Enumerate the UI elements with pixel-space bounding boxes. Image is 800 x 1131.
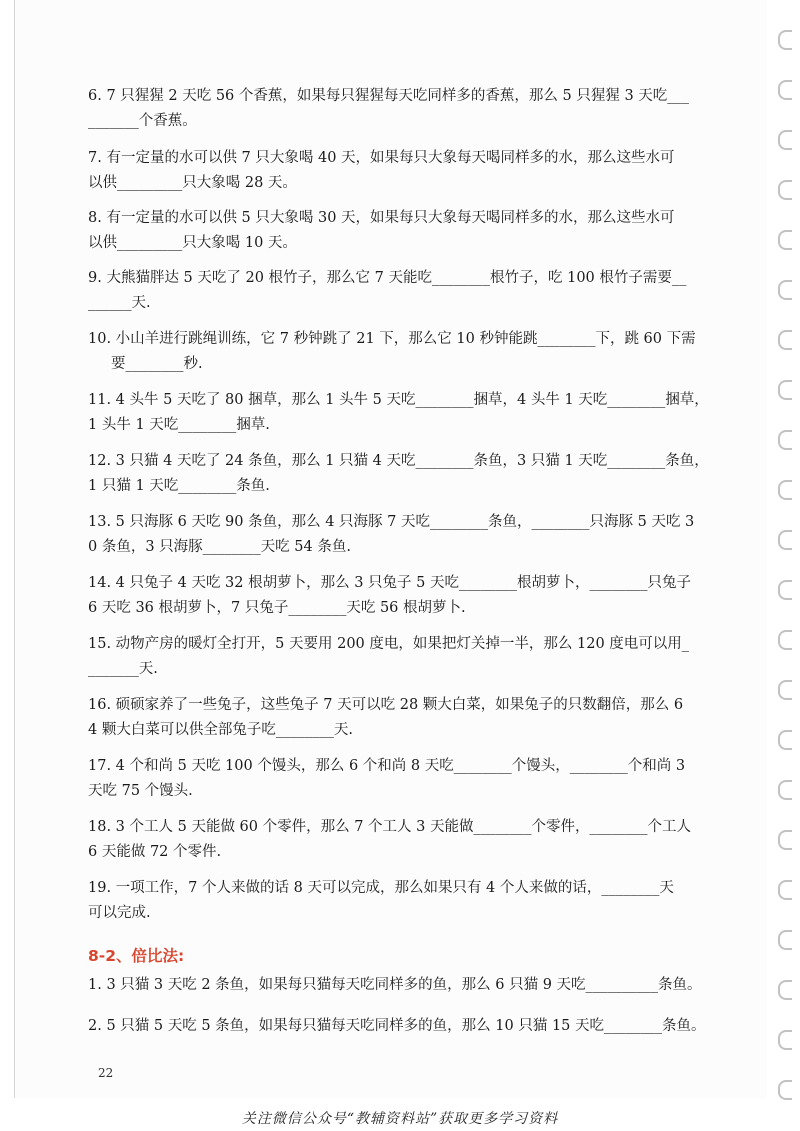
problem-8 [88, 206, 733, 256]
problem-line: 0 条鱼，3 只海豚________天吃 54 条鱼. [88, 539, 351, 555]
binding-ring-icon [778, 30, 792, 50]
binding-ring-icon [778, 480, 792, 500]
problem-line: 4 颗大白菜可以供全部兔子吃________天. [88, 722, 353, 738]
binding-ring-icon [778, 680, 792, 700]
binding-ring-icon [778, 930, 792, 950]
section-problem-1 [88, 973, 733, 998]
spiral-binding [766, 18, 800, 1108]
problem-13 [88, 510, 733, 560]
binding-ring-icon [778, 130, 792, 150]
binding-ring-icon [778, 330, 792, 350]
binding-ring-icon [778, 80, 792, 100]
binding-ring-icon [778, 180, 792, 200]
problem-11 [88, 388, 733, 438]
problem-line: 18. 3 个工人 5 天能做 60 个零件，那么 7 个工人 3 天能做________个零件，________个工人 [88, 819, 692, 835]
problem-line: 2. 5 只猫 5 天吃 5 条鱼，如果每只猫每天吃同样多的鱼，那么 10 只猫 15 天吃________条鱼。 [88, 1018, 706, 1034]
problem-line: 6 天能做 72 个零件. [88, 844, 222, 860]
binding-ring-icon [778, 730, 792, 750]
section-title: 8-2、倍比法: [88, 947, 185, 965]
binding-ring-icon [778, 980, 792, 1000]
problem-line: 6. 7 只猩猩 2 天吃 56 个香蕉，如果每只猩猩每天吃同样多的香蕉，那么 5 只猩猩 3 天吃___ [88, 88, 690, 104]
problem-line: 1 只猫 1 天吃________条鱼. [88, 478, 270, 494]
problem-line: _______个香蕉。 [88, 113, 197, 129]
problem-line: 要________秒. [88, 356, 203, 372]
problem-line: 可以完成. [88, 905, 151, 921]
binding-ring-icon [778, 580, 792, 600]
problem-line: 15. 动物产房的暖灯全打开，5 天要用 200 度电，如果把灯关掉一半，那么 120 度电可以用_ [88, 636, 690, 652]
problem-line: 10. 小山羊进行跳绳训练，它 7 秒钟跳了 21 下，那么它 10 秒钟能跳________下，跳 60 下需 [88, 331, 696, 347]
problem-10 [88, 327, 733, 377]
section-problem-2 [88, 1014, 733, 1039]
problem-7 [88, 146, 733, 196]
problem-line: ______天. [88, 295, 151, 311]
problem-16 [88, 693, 733, 743]
binding-ring-icon [778, 1080, 792, 1100]
problem-line: 16. 硕硕家养了一些兔子，这些兔子 7 天可以吃 28 颗大白菜，如果兔子的只数翻倍，那么 6 [88, 697, 684, 713]
binding-ring-icon [778, 830, 792, 850]
problem-6 [88, 84, 733, 134]
binding-ring-icon [778, 380, 792, 400]
problem-15 [88, 632, 733, 682]
page-number: 22 [98, 1066, 114, 1080]
problem-line: 17. 4 个和尚 5 天吃 100 个馒头，那么 6 个和尚 8 天吃________个馒头，________个和尚 3 [88, 758, 686, 774]
binding-ring-icon [778, 230, 792, 250]
problem-19 [88, 876, 733, 926]
problem-line: 14. 4 只兔子 4 天吃 32 根胡萝卜，那么 3 只兔子 5 天吃________根胡萝卜，________只兔子 [88, 575, 692, 591]
binding-ring-icon [778, 630, 792, 650]
problem-line: 1 头牛 1 天吃________捆草. [88, 417, 270, 433]
problem-line: _______天. [88, 661, 158, 677]
problem-9 [88, 266, 733, 316]
problem-line: 13. 5 只海豚 6 天吃 90 条鱼，那么 4 只海豚 7 天吃________条鱼，________只海豚 5 天吃 3 [88, 514, 695, 530]
binding-ring-icon [778, 880, 792, 900]
problem-line: 以供_________只大象喝 28 天。 [88, 175, 297, 191]
problem-line: 天吃 75 个馒头. [88, 783, 193, 799]
problem-12 [88, 449, 733, 499]
problem-line: 12. 3 只猫 4 天吃了 24 条鱼，那么 1 只猫 4 天吃________条鱼，3 只猫 1 天吃________条鱼， [88, 453, 709, 469]
problem-17 [88, 754, 733, 804]
binding-ring-icon [778, 780, 792, 800]
problem-line: 8. 有一定量的水可以供 5 只大象喝 30 天，如果每只大象每天喝同样多的水，那么这些水可 [88, 210, 675, 226]
problem-line: 6 天吃 36 根胡萝卜，7 只兔子________天吃 56 根胡萝卜. [88, 600, 466, 616]
problem-18 [88, 815, 733, 865]
binding-ring-icon [778, 530, 792, 550]
problem-line: 11. 4 头牛 5 天吃了 80 捆草，那么 1 头牛 5 天吃________捆草，4 头牛 1 天吃________捆草， [88, 392, 709, 408]
problem-14 [88, 571, 733, 621]
problem-line: 1. 3 只猫 3 天吃 2 条鱼，如果每只猫每天吃同样多的鱼，那么 6 只猫 9 天吃__________条鱼。 [88, 977, 702, 993]
binding-ring-icon [778, 430, 792, 450]
footer-note: 关注微信公众号“教辅资料站”获取更多学习资料 [241, 1111, 559, 1127]
binding-ring-icon [778, 1030, 792, 1050]
problem-line: 以供_________只大象喝 10 天。 [88, 235, 297, 251]
problem-line: 19. 一项工作，7 个人来做的话 8 天可以完成，那么如果只有 4 个人来做的话，________天 [88, 880, 674, 896]
binding-ring-icon [778, 280, 792, 300]
problem-line: 7. 有一定量的水可以供 7 只大象喝 40 天，如果每只大象每天喝同样多的水，那么这些水可 [88, 150, 675, 166]
problem-line: 9. 大熊猫胖达 5 天吃了 20 根竹子，那么它 7 天能吃________根竹子，吃 100 根竹子需要__ [88, 270, 687, 286]
